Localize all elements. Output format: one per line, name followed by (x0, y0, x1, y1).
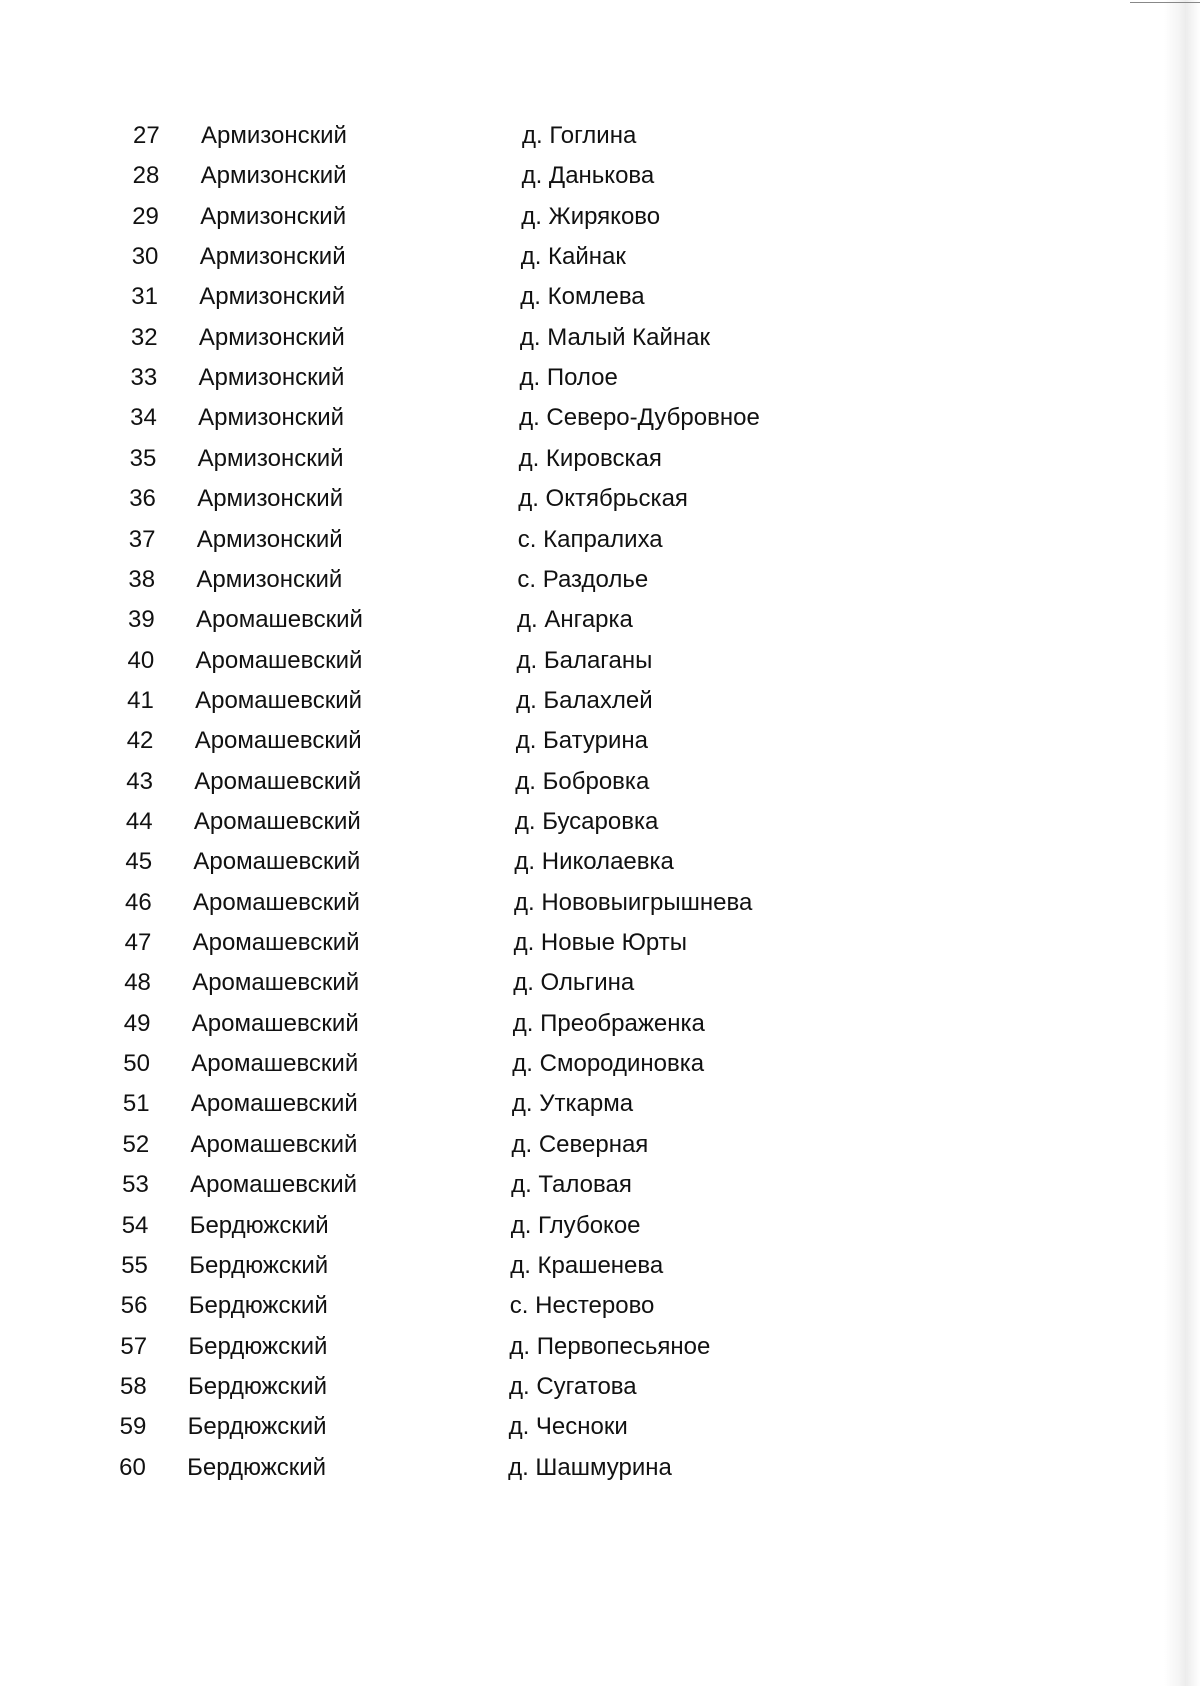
district-name: Аромашевский (190, 1171, 358, 1199)
district-name: Армизонский (200, 202, 347, 230)
settlement-name: д. Бобровка (515, 767, 650, 795)
settlement-name: д. Ангарка (517, 606, 633, 634)
settlement-name: д. Северо-Дубровное (519, 404, 760, 432)
row-number: 59 (119, 1413, 147, 1441)
district-name: Бердюжский (187, 1413, 327, 1441)
district-name: Аромашевский (193, 848, 361, 876)
district-name: Аромашевский (190, 1130, 358, 1158)
settlement-name: с. Капралиха (517, 525, 663, 553)
settlement-name: д. Бусаровка (514, 808, 659, 835)
settlement-name: д. Нововыигрышнева (514, 888, 753, 916)
row-number: 56 (120, 1292, 148, 1320)
settlement-name: д. Сугатова (509, 1372, 637, 1400)
district-name: Аромашевский (192, 929, 360, 956)
row-number: 38 (128, 565, 156, 593)
district-name: Бердюжский (189, 1251, 329, 1279)
settlement-name: с. Раздолье (517, 565, 649, 593)
settlement-name: д. Жиряково (521, 202, 661, 230)
settlement-name: д. Чесноки (508, 1413, 628, 1441)
settlement-name: д. Балахлей (516, 686, 653, 714)
row-number: 34 (130, 404, 157, 432)
settlement-name: д. Данькова (521, 162, 655, 190)
row-number: 60 (119, 1453, 146, 1481)
district-name: Бердюжский (187, 1453, 327, 1481)
district-name: Бердюжский (188, 1292, 328, 1320)
district-name: Армизонский (199, 243, 346, 271)
row-number: 30 (131, 243, 159, 271)
district-name: Аромашевский (191, 1050, 359, 1078)
row-number: 49 (123, 1009, 151, 1037)
settlement-name: д. Кайнак (520, 243, 626, 271)
district-name: Аромашевский (195, 686, 363, 714)
district-name: Армизонский (198, 364, 345, 392)
row-number: 28 (132, 162, 160, 190)
row-number: 35 (129, 444, 157, 472)
settlement-name: д. Глубокое (510, 1211, 641, 1239)
scan-edge-artifact (1164, 0, 1200, 1686)
settlement-name: д. Батурина (515, 727, 648, 755)
district-name: Армизонский (201, 122, 347, 149)
settlement-name: д. Николаевка (514, 848, 674, 876)
settlement-name: д. Крашенева (510, 1251, 664, 1279)
district-name: Аромашевский (194, 727, 362, 755)
row-number: 41 (127, 686, 154, 714)
district-name: Армизонский (197, 485, 344, 513)
row-number: 32 (130, 323, 158, 351)
settlement-name: д. Северная (511, 1130, 649, 1158)
district-name: Армизонский (199, 283, 346, 311)
district-name: Бердюжский (188, 1372, 327, 1400)
row-number: 29 (132, 202, 159, 230)
row-number: 47 (124, 929, 152, 956)
row-number: 42 (126, 727, 154, 755)
settlement-name: д. Кировская (518, 444, 662, 472)
scan-top-line-artifact (1130, 2, 1200, 3)
district-name: Армизонский (200, 162, 347, 190)
row-number: 27 (133, 122, 160, 149)
row-number: 51 (122, 1090, 150, 1118)
settlement-name: д. Преображенка (512, 1009, 705, 1037)
row-number: 48 (124, 969, 151, 997)
row-number: 52 (122, 1130, 150, 1158)
row-number: 31 (131, 283, 158, 311)
settlement-name: д. Гоглина (522, 122, 637, 149)
district-name: Аромашевский (194, 767, 362, 795)
settlement-name: д. Смородиновка (512, 1050, 705, 1078)
row-number: 33 (130, 364, 158, 392)
settlement-name: с. Нестерово (509, 1292, 655, 1320)
district-name: Армизонский (198, 404, 345, 432)
district-name: Аромашевский (196, 606, 363, 634)
row-number: 57 (120, 1332, 148, 1360)
district-name: Армизонский (196, 525, 343, 553)
district-name: Аромашевский (192, 969, 360, 997)
row-number: 36 (129, 485, 156, 513)
settlement-name: д. Малый Кайнак (519, 323, 711, 351)
district-name: Армизонский (197, 444, 344, 472)
row-number: 50 (123, 1050, 150, 1078)
district-name: Армизонский (196, 565, 343, 593)
row-number: 54 (121, 1211, 149, 1239)
district-name: Бердюжский (189, 1211, 329, 1239)
settlement-name: д. Балаганы (516, 646, 653, 674)
settlement-name: д. Новые Юрты (513, 929, 687, 956)
row-number: 53 (122, 1171, 149, 1199)
row-number: 44 (125, 808, 153, 835)
settlement-name: д. Октябрьская (518, 485, 688, 513)
settlement-name: д. Таловая (511, 1171, 632, 1199)
settlement-name: д. Первопесьяное (509, 1332, 711, 1360)
settlement-name: д. Полое (519, 364, 618, 392)
settlement-name: д. Шашмурина (508, 1453, 672, 1481)
settlement-name: д. Комлева (520, 283, 645, 311)
settlement-name: д. Ольгина (513, 969, 635, 997)
district-name: Аромашевский (193, 888, 360, 916)
row-number: 37 (128, 525, 156, 553)
row-number: 45 (125, 848, 153, 876)
district-name: Армизонский (198, 323, 345, 351)
row-number: 55 (121, 1251, 148, 1279)
settlement-name: д. Уткарма (511, 1090, 634, 1118)
row-number: 58 (120, 1372, 147, 1400)
row-number: 40 (127, 646, 155, 674)
district-name: Аромашевский (193, 808, 361, 835)
row-number: 39 (128, 606, 155, 634)
district-name: Аромашевский (195, 646, 363, 674)
district-name: Аромашевский (190, 1090, 358, 1118)
row-number: 46 (125, 888, 152, 916)
district-name: Аромашевский (191, 1009, 359, 1037)
row-number: 43 (126, 767, 153, 795)
district-name: Бердюжский (188, 1332, 328, 1360)
